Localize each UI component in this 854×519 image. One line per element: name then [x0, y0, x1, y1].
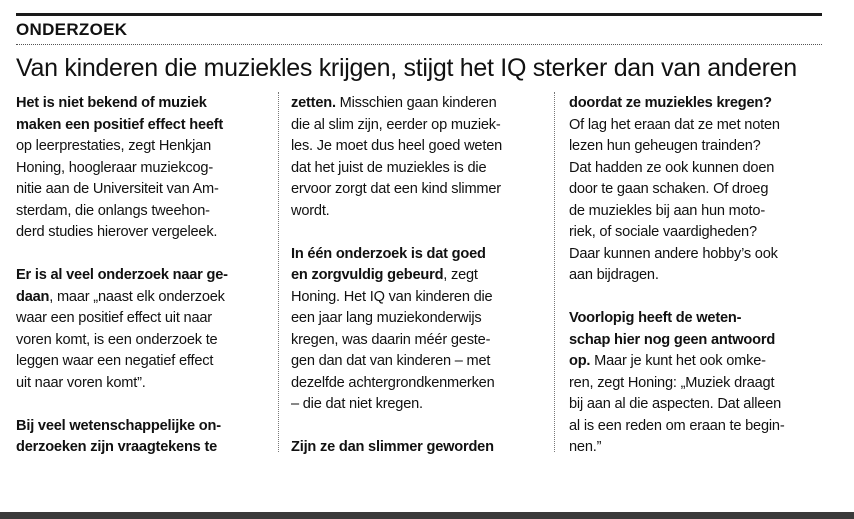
bold-lead-text: daan [16, 288, 50, 305]
section-divider [16, 44, 822, 45]
text-line [291, 330, 545, 352]
text-line [291, 351, 545, 373]
text-line [16, 287, 270, 309]
body-text: lezen hun geheugen trainden? [569, 138, 761, 154]
article-paragraph [569, 308, 823, 459]
text-line [16, 201, 270, 223]
text-line [291, 115, 545, 137]
text-line [16, 158, 270, 180]
article-paragraph [16, 93, 270, 244]
article-paragraph [291, 93, 545, 222]
body-text: Dat hadden ze ook kunnen doen [569, 159, 775, 176]
body-text: – die dat niet kregen. [291, 396, 423, 412]
text-line [291, 158, 545, 180]
text-line [569, 308, 823, 330]
text-line [569, 179, 823, 201]
article-paragraph [16, 416, 270, 459]
body-text: waar een positief effect uit naar [16, 310, 212, 326]
top-rule [16, 13, 822, 16]
text-line [569, 330, 823, 352]
body-text: nen.” [569, 439, 602, 455]
body-text: les. Je moet dus heel goed weten [291, 138, 503, 154]
bold-lead-text: Er is al veel onderzoek naar ge- [16, 267, 228, 283]
text-line [569, 394, 823, 416]
body-text: die al slim zijn, eerder op muziek- [291, 116, 501, 133]
body-text: riek, of sociale vaardigheden? [569, 224, 757, 240]
article-paragraph [569, 93, 823, 287]
body-text: Misschien gaan kinderen [335, 95, 497, 111]
bold-lead-text: derzoeken zijn vraagtekens te [16, 439, 218, 455]
body-text: Daar kunnen andere hobby’s ook [569, 245, 778, 262]
body-text: Honing. Het IQ van kinderen die [291, 288, 493, 305]
text-line [291, 244, 545, 266]
column-divider [278, 92, 279, 452]
body-text: leggen waar een negatief effect [16, 353, 214, 369]
text-line [291, 287, 545, 309]
bold-lead-text: Bij veel wetenschappelijke on- [16, 417, 221, 434]
text-line [16, 437, 270, 459]
text-line [291, 437, 545, 459]
body-text: aan bijdragen. [569, 267, 659, 283]
body-text: Maar je kunt het ook omke- [590, 353, 766, 369]
text-line [291, 308, 545, 330]
body-text: gen dan dat van kinderen – met [291, 353, 491, 369]
body-text: Honing, hoogleraar muziekcog- [16, 159, 214, 176]
text-line [291, 201, 545, 223]
body-text: dezelfde achtergrondkenmerken [291, 374, 495, 391]
text-line [16, 351, 270, 373]
column-divider [554, 92, 555, 452]
text-line [569, 244, 823, 266]
text-line [569, 351, 823, 373]
body-text: kregen, was daarin méér geste- [291, 331, 491, 348]
article-headline: Van kinderen die muziekles krijgen, stijgt het IQ sterker dan van anderen [16, 54, 797, 82]
body-text: wordt. [291, 202, 330, 219]
text-line [16, 416, 270, 438]
text-line [16, 265, 270, 287]
text-line [16, 373, 270, 395]
body-text: uit naar voren komt”. [16, 374, 146, 391]
text-line [569, 222, 823, 244]
text-line [16, 93, 270, 115]
text-line [291, 93, 545, 115]
body-text: de muziekles bij aan hun moto- [569, 202, 765, 219]
article-paragraph [16, 265, 270, 394]
bold-lead-text: Voorlopig heeft de weten- [569, 310, 742, 326]
text-line [569, 265, 823, 287]
body-text: ervoor zorgt dat een kind slimmer [291, 181, 501, 197]
text-line [569, 416, 823, 438]
text-line [569, 437, 823, 459]
body-text: , zegt [443, 267, 478, 283]
text-line [291, 136, 545, 158]
text-line [569, 373, 823, 395]
article-column-3 [569, 93, 823, 459]
bold-lead-text: Het is niet bekend of muziek [16, 95, 207, 111]
bold-lead-text: doordat ze muziekles kregen? [569, 95, 772, 111]
text-line [291, 394, 545, 416]
text-line [16, 179, 270, 201]
text-line [569, 136, 823, 158]
body-text: op leerprestaties, zegt Henkjan [16, 138, 211, 154]
article-paragraph [291, 437, 545, 459]
body-text: bij aan al die aspecten. Dat alleen [569, 396, 782, 412]
article-column-1 [16, 93, 270, 459]
text-line [291, 179, 545, 201]
text-line [569, 158, 823, 180]
body-text: nitie aan de Universiteit van Am- [16, 181, 219, 197]
bold-lead-text: Zijn ze dan slimmer geworden [291, 439, 494, 455]
bold-lead-text: maken een positief effect heeft [16, 116, 224, 133]
body-text: voren komt, is een onderzoek te [16, 331, 218, 348]
text-line [569, 115, 823, 137]
text-line [16, 330, 270, 352]
text-line [16, 222, 270, 244]
text-line [569, 201, 823, 223]
text-line [16, 136, 270, 158]
section-label: ONDERZOEK [16, 20, 128, 39]
body-text: , maar „naast elk onderzoek [49, 288, 225, 305]
text-line [569, 93, 823, 115]
article-column-2 [291, 93, 545, 459]
text-line [16, 115, 270, 137]
bold-lead-text: zetten. [291, 95, 336, 111]
text-line [291, 373, 545, 395]
bottom-bar [0, 512, 854, 519]
bold-lead-text: op. [569, 353, 591, 369]
body-text: derd studies hierover vergeleek. [16, 224, 218, 240]
body-text: een jaar lang muziekonderwijs [291, 310, 482, 326]
text-line [291, 265, 545, 287]
body-text: ren, zegt Honing: „Muziek draagt [569, 374, 775, 391]
bold-lead-text: In één onderzoek is dat goed [291, 245, 486, 262]
body-text: sterdam, die onlangs tweehon- [16, 202, 210, 219]
body-text: Of lag het eraan dat ze met noten [569, 116, 780, 133]
body-text: door te gaan schaken. Of droeg [569, 181, 769, 197]
text-line [16, 308, 270, 330]
bold-lead-text: schap hier nog geen antwoord [569, 331, 776, 348]
body-text: dat het juist de muziekles is die [291, 159, 487, 176]
bold-lead-text: en zorgvuldig gebeurd [291, 267, 444, 283]
article-paragraph [291, 244, 545, 416]
body-text: al is een reden om eraan te begin- [569, 417, 785, 434]
